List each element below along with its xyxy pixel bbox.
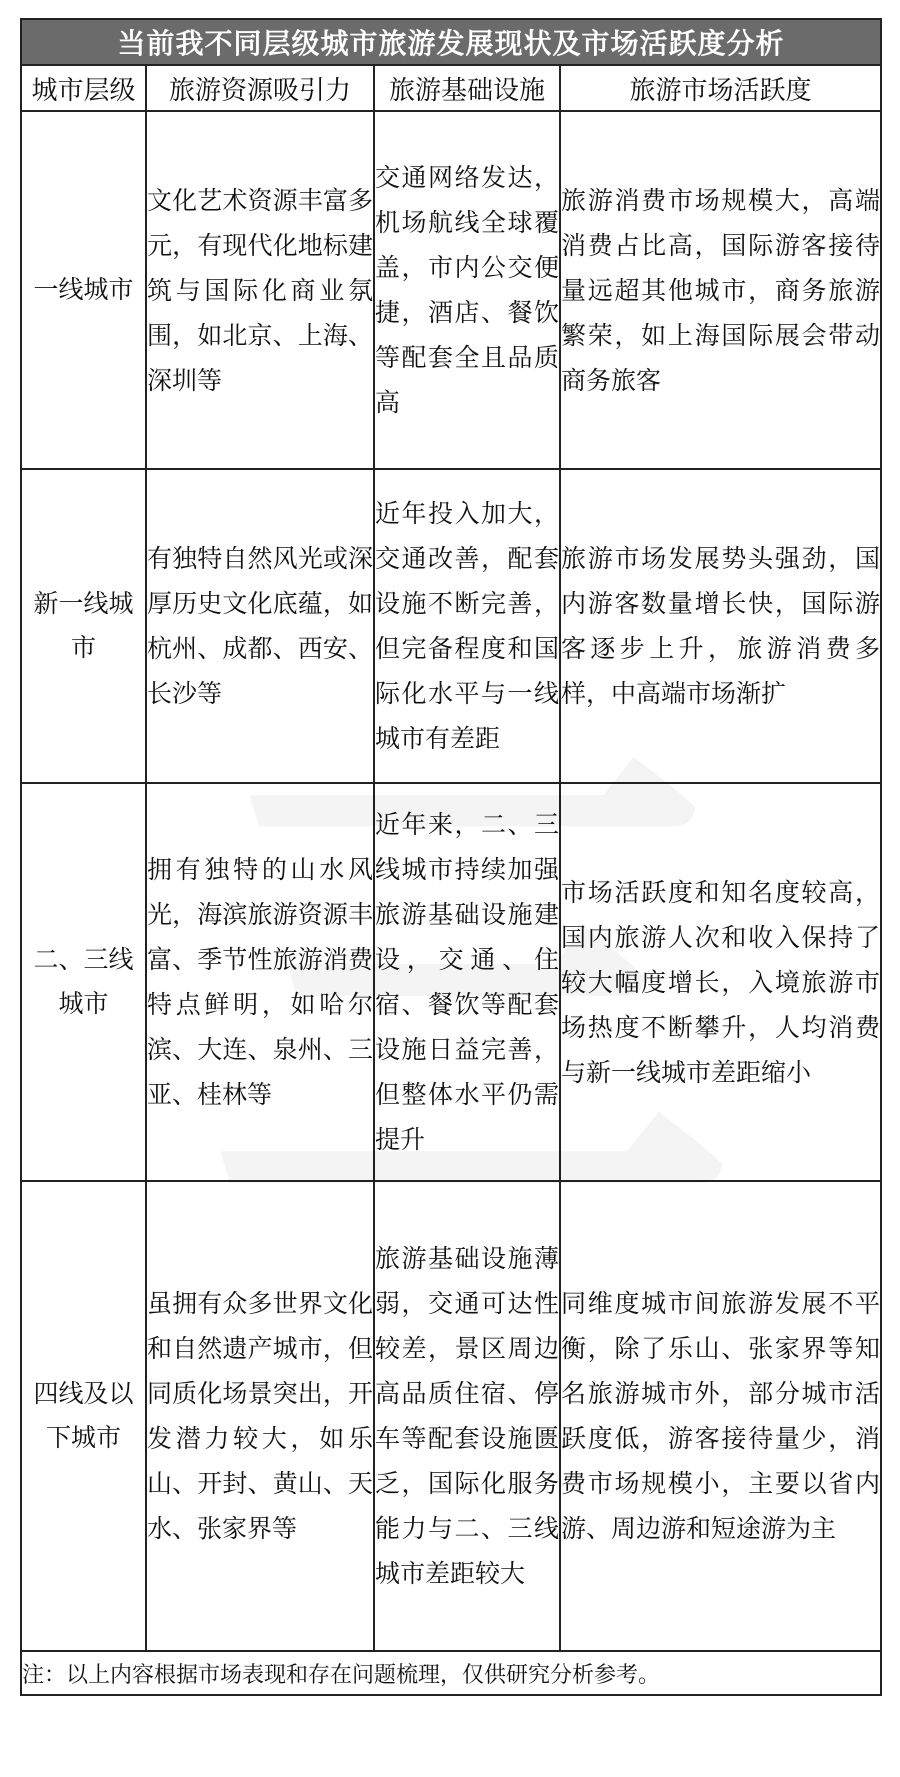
analysis-table [20, 18, 882, 1696]
cell-market: 同维度城市间旅游发展不平衡，除了乐山、张家界等知名旅游城市外，部分城市活跃度低，游客接待量少，消费市场规模小，主要以省内游、周边游和短途游为主 [560, 1181, 881, 1651]
cell-tier: 四线及以下城市 [21, 1181, 146, 1651]
header-market: 旅游市场活跃度 [560, 65, 881, 111]
cell-infrastructure: 交通网络发达，机场航线全球覆盖，市内公交便捷，酒店、餐饮等配套全且品质高 [374, 111, 560, 469]
cell-resources: 拥有独特的山水风光，海滨旅游资源丰富、季节性旅游消费特点鲜明，如哈尔滨、大连、泉州、三亚、桂林等 [146, 783, 374, 1181]
cell-infrastructure: 旅游基础设施薄弱，交通可达性较差，景区周边高品质住宿、停车等配套设施匮乏，国际化服务能力与二、三线城市差距较大 [374, 1181, 560, 1651]
table-note: 注：以上内容根据市场表现和存在问题梳理，仅供研究分析参考。 [21, 1651, 881, 1695]
cell-infrastructure: 近年来，二、三线城市持续加强旅游基础设施建设，交通、住宿、餐饮等配套设施日益完善，但整体水平仍需提升 [374, 783, 560, 1181]
cell-tier: 新一线城市 [21, 469, 146, 783]
cell-market: 市场活跃度和知名度较高，国内旅游人次和收入保持了较大幅度增长，入境旅游市场热度不断攀升，人均消费与新一线城市差距缩小 [560, 783, 881, 1181]
cell-resources: 文化艺术资源丰富多元，有现代化地标建筑与国际化商业氛围，如北京、上海、深圳等 [146, 111, 374, 469]
header-resources: 旅游资源吸引力 [146, 65, 374, 111]
cell-tier: 二、三线城市 [21, 783, 146, 1181]
header-city-tier: 城市层级 [21, 65, 146, 111]
table-row [21, 783, 881, 1181]
table-row [21, 111, 881, 469]
cell-infrastructure: 近年投入加大，交通改善，配套设施不断完善，但完备程度和国际化水平与一线城市有差距 [374, 469, 560, 783]
table-row [21, 469, 881, 783]
table-row [21, 1181, 881, 1651]
table-title: 当前我不同层级城市旅游发展现状及市场活跃度分析 [21, 19, 881, 65]
cell-resources: 有独特自然风光或深厚历史文化底蕴，如杭州、成都、西安、长沙等 [146, 469, 374, 783]
cell-tier: 一线城市 [21, 111, 146, 469]
cell-market: 旅游市场发展势头强劲，国内游客数量增长快，国际游客逐步上升，旅游消费多样，中高端市场渐扩 [560, 469, 881, 783]
cell-market: 旅游消费市场规模大，高端消费占比高，国际游客接待量远超其他城市，商务旅游繁荣，如上海国际展会带动商务旅客 [560, 111, 881, 469]
analysis-table-sheet [20, 18, 880, 1759]
header-infrastructure: 旅游基础设施 [374, 65, 560, 111]
cell-resources: 虽拥有众多世界文化和自然遗产城市，但同质化场景突出，开发潜力较大，如乐山、开封、黄山、天水、张家界等 [146, 1181, 374, 1651]
